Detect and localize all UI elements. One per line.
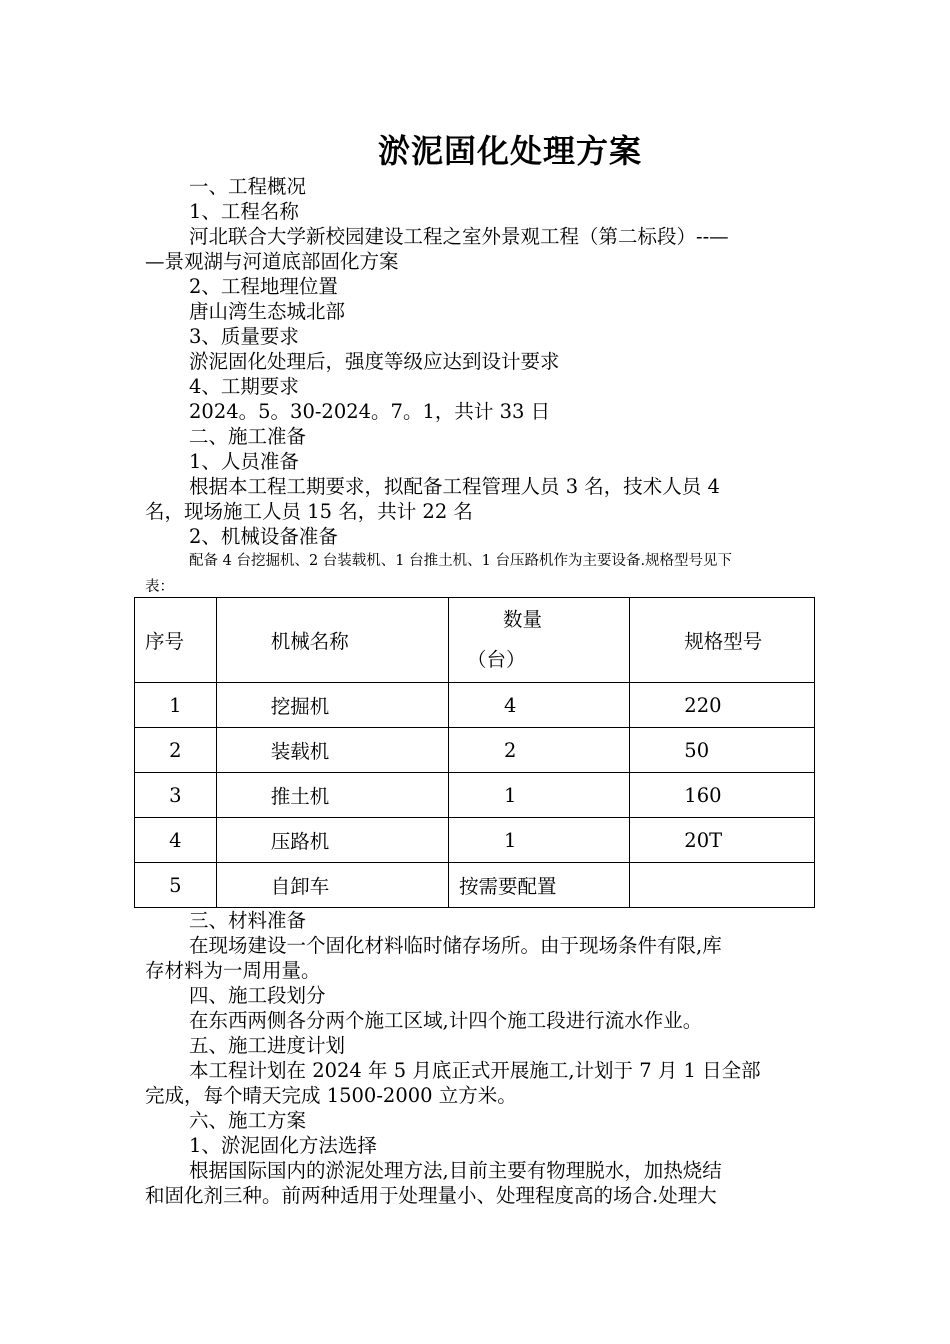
cell-spec: 220 (630, 683, 815, 728)
subsection-heading: 1、人员准备 (189, 450, 299, 473)
paragraph-line: 和固化剂三种。前两种适用于处理量小、处理程度高的场合.处理大 (145, 1184, 717, 1207)
paragraph-line: 配备 4 台挖掘机、2 台装载机、1 台推土机、1 台压路机作为主要设备.规格型号见下 (189, 553, 733, 569)
cell-no: 3 (135, 773, 217, 818)
section-heading: 五、施工进度计划 (189, 1034, 346, 1057)
header-spec: 规格型号 (630, 598, 815, 683)
document-title: 淤泥固化处理方案 (377, 132, 642, 170)
paragraph-line: 河北联合大学新校园建设工程之室外景观工程（第二标段）--— (189, 225, 729, 248)
cell-no: 2 (135, 728, 217, 773)
cell-no: 1 (135, 683, 217, 728)
header-qty-label: 数量 (503, 608, 543, 631)
cell-qty: 4 (449, 683, 630, 728)
cell-qty: 按需要配置 (449, 863, 630, 908)
paragraph-line: 存材料为一周用量。 (145, 959, 321, 982)
header-no: 序号 (135, 598, 217, 683)
paragraph-line: 淤泥固化处理后，强度等级应达到设计要求 (189, 350, 560, 373)
table-row (135, 683, 815, 728)
paragraph-line: 名，现场施工人员 15 名，共计 22 名 (145, 500, 473, 523)
paragraph-line: —景观湖与河道底部固化方案 (145, 250, 399, 273)
cell-qty: 1 (449, 818, 630, 863)
section-heading: 六、施工方案 (189, 1109, 307, 1132)
section-heading: 二、施工准备 (189, 425, 307, 448)
paragraph-line: 表： (145, 579, 174, 595)
cell-qty: 2 (449, 728, 630, 773)
cell-name: 挖掘机 (216, 683, 448, 728)
cell-name: 自卸车 (216, 863, 448, 908)
paragraph-line: 在现场建设一个固化材料临时储存场所。由于现场条件有限,库 (189, 934, 722, 957)
subsection-heading: 3、质量要求 (189, 325, 299, 348)
paragraph-line: 完成，每个晴天完成 1500-2000 立方米。 (145, 1084, 517, 1107)
paragraph-line: 根据国际国内的淤泥处理方法,目前主要有物理脱水，加热烧结 (189, 1159, 722, 1182)
table-row (135, 863, 815, 908)
paragraph-line: 2024。5。30-2024。7。1，共计 33 日 (189, 400, 551, 423)
cell-spec: 20T (630, 818, 815, 863)
header-qty-unit: （台） (467, 648, 526, 671)
paragraph-line: 本工程计划在 2024 年 5 月底正式开展施工,计划于 7 月 1 日全部 (189, 1059, 761, 1082)
subsection-heading: 4、工期要求 (189, 375, 299, 398)
cell-name: 装载机 (216, 728, 448, 773)
cell-spec: 160 (630, 773, 815, 818)
subsection-heading: 1、工程名称 (189, 200, 299, 223)
section-heading: 一、工程概况 (189, 175, 307, 198)
paragraph-line: 唐山湾生态城北部 (189, 300, 346, 323)
subsection-heading: 2、工程地理位置 (189, 275, 338, 298)
cell-spec: 50 (630, 728, 815, 773)
equipment-table (134, 597, 815, 908)
table-row (135, 728, 815, 773)
paragraph-line: 根据本工程工期要求，拟配备工程管理人员 3 名，技术人员 4 (189, 475, 720, 498)
header-name: 机械名称 (216, 598, 448, 683)
section-heading: 四、施工段划分 (189, 984, 326, 1007)
subsection-heading: 1、淤泥固化方法选择 (189, 1134, 377, 1157)
subsection-heading: 2、机械设备准备 (189, 525, 338, 548)
table-row (135, 773, 815, 818)
section-heading: 三、材料准备 (189, 909, 307, 932)
header-qty (449, 598, 630, 683)
cell-spec (630, 863, 815, 908)
cell-name: 推土机 (216, 773, 448, 818)
table-header-row (135, 598, 815, 683)
table-row (135, 818, 815, 863)
cell-name: 压路机 (216, 818, 448, 863)
paragraph-line: 在东西两侧各分两个施工区域,计四个施工段进行流水作业。 (189, 1009, 703, 1032)
cell-no: 4 (135, 818, 217, 863)
cell-qty: 1 (449, 773, 630, 818)
cell-no: 5 (135, 863, 217, 908)
